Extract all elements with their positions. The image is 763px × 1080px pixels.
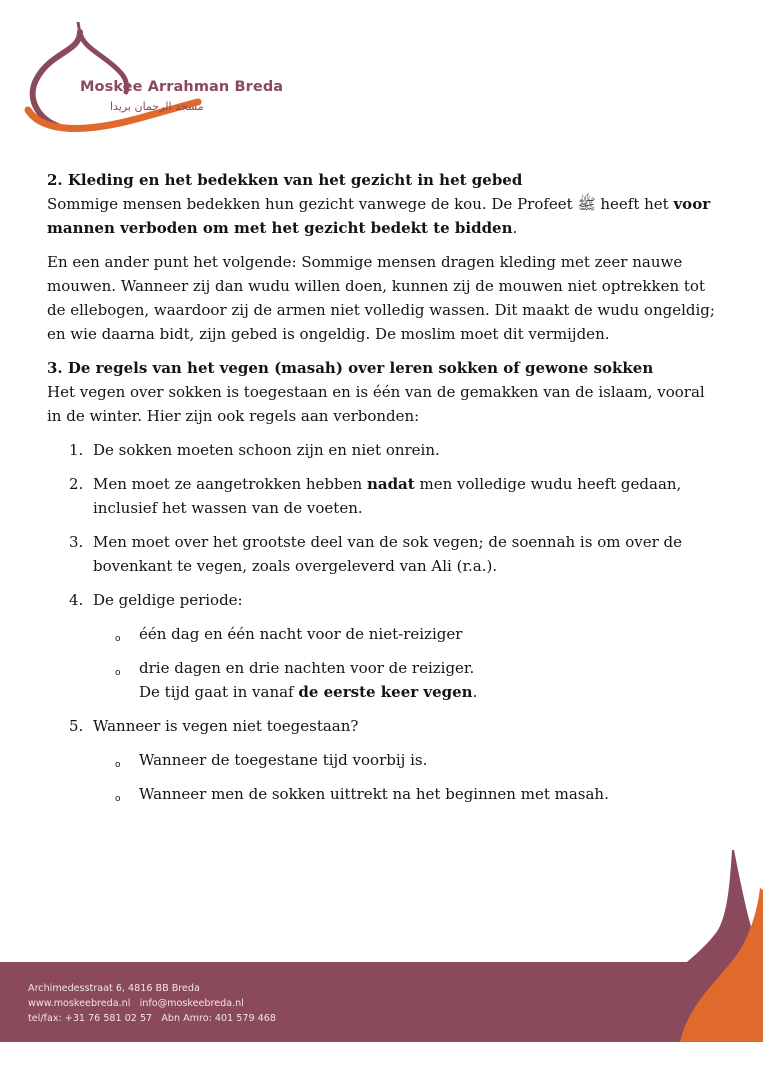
- footer-phone-line: [28, 1011, 276, 1026]
- mosque-logo: [22, 22, 284, 142]
- section2-p1-bold: voor mannen verboden om met het gezicht bedekt te bidden: [47, 195, 711, 237]
- section2-heading: 2. Kleding en het bedekken van het gezicht in het gebed: [47, 171, 523, 189]
- list-item-bold: nadat: [366, 475, 415, 493]
- list-item-text: De geldige periode:: [93, 591, 243, 609]
- footer-email[interactable]: info@moskeebreda.nl: [139, 998, 244, 1009]
- list-number: 5.: [69, 717, 84, 735]
- list-number: 1.: [69, 441, 84, 459]
- section2-p1-end: .: [512, 219, 518, 237]
- list-item-text: Wanneer is vegen niet toegestaan?: [93, 717, 359, 735]
- list-number: 4.: [69, 591, 84, 609]
- rules-list: [47, 438, 722, 806]
- section2-paragraph1: [47, 192, 722, 240]
- bullet-icon: o: [115, 794, 121, 804]
- footer-website[interactable]: www.moskeebreda.nl: [28, 998, 131, 1009]
- list-item: [47, 588, 722, 704]
- list-item: [47, 530, 722, 578]
- sub-list: [93, 748, 722, 806]
- sub-item-text: drie dagen en drie nachten voor de reiziger.: [139, 659, 475, 677]
- footer-phone: tel/fax: +31 76 581 02 57: [28, 1013, 153, 1024]
- list-item-text: De sokken moeten schoon zijn en niet onrein.: [93, 441, 440, 459]
- list-item-text: Men moet over het grootste deel van de sok vegen; de soennah is om over de bovenkant te vegen, zoals overgeleverd van Ali (r.a.).: [93, 533, 683, 575]
- sub-item-bold: de eerste keer vegen: [298, 683, 473, 701]
- sub-item-text: Wanneer de toegestane tijd voorbij is.: [139, 751, 428, 769]
- sub-list: [93, 622, 722, 704]
- footer-contact: [28, 981, 276, 1026]
- sub-item-text: één dag en één nacht voor de niet-reiziger: [139, 625, 463, 643]
- sub-item-text: Wanneer men de sokken uittrekt na het beginnen met masah.: [139, 785, 609, 803]
- section3-heading: 3. De regels van het vegen (masah) over leren sokken of gewone sokken: [47, 359, 654, 377]
- list-item: [47, 438, 722, 462]
- sub-list-item: [93, 782, 722, 806]
- footer-web-line: [28, 996, 276, 1011]
- logo-arabic-name: مسجد الرحمان بريدا: [110, 100, 204, 113]
- sub-item-end: .: [472, 683, 478, 701]
- section2-paragraph2: En een ander punt het volgende: Sommige mensen dragen kleding met zeer nauwe mouwen. Wanneer zij dan wudu willen doen, kunnen zij de mouwen niet optrekken tot de ellebogen, waardoor zij de armen niet volledig wassen. Dit maakt de wudu ongeldig; en wie daarna bidt, zijn gebed is ongeldig. De moslim moet dit vermijden.: [47, 253, 715, 343]
- list-item-text: Men moet ze aangetrokken hebben: [93, 475, 367, 493]
- sub-list-item: [93, 748, 722, 772]
- list-item: [47, 714, 722, 806]
- sub-item-line2: De tijd gaat in vanaf: [139, 683, 299, 701]
- section3-intro: Het vegen over sokken is toegestaan en is één van de gemakken van de islaam, vooral in de winter. Hier zijn ook regels aan verbonden:: [47, 383, 705, 425]
- bullet-icon: o: [115, 760, 121, 770]
- list-number: 2.: [69, 475, 84, 493]
- footer-address: Archimedesstraat 6, 4816 BB Breda: [28, 983, 200, 994]
- logo-name: Moskee Arrahman Breda: [80, 79, 284, 95]
- list-item-text-end: men volledige wudu heeft gedaan, inclusief het wassen van de voeten.: [93, 475, 682, 517]
- sub-list-item: [93, 656, 722, 704]
- list-number: 3.: [69, 533, 84, 551]
- footer-bank: Abn Amro: 401 579 468: [161, 1013, 276, 1024]
- bullet-icon: o: [115, 634, 121, 644]
- section2-p1-text: Sommige mensen bedekken hun gezicht vanwege de kou. De Profeet ﷺ heeft het: [47, 195, 674, 213]
- document-body: [47, 168, 722, 816]
- footer-band: [0, 850, 763, 1080]
- list-item: [47, 472, 722, 520]
- bullet-icon: o: [115, 668, 121, 678]
- sub-list-item: [93, 622, 722, 646]
